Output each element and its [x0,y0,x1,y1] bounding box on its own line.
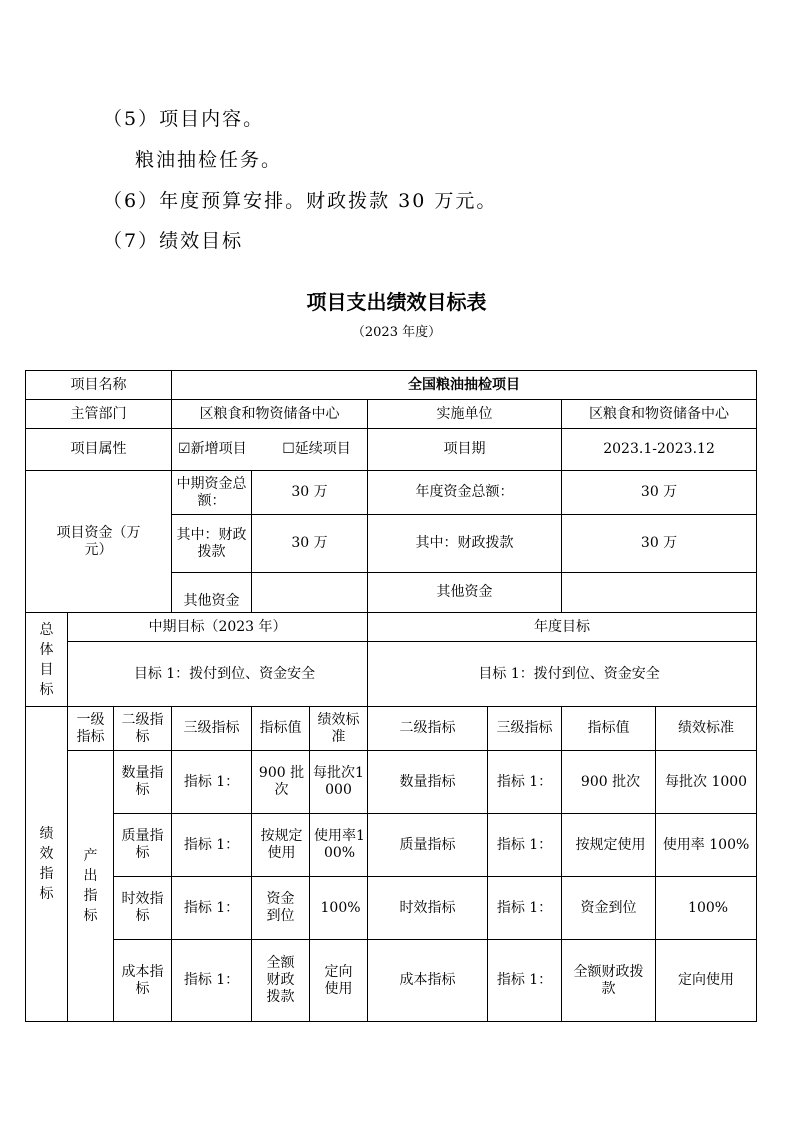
attr-new-label: 新增项目 [190,441,247,457]
row-standard-b: 定向使用 [656,940,757,1022]
table-row [26,642,757,707]
mid-other-value [252,573,368,613]
project-name-label: 项目名称 [26,371,172,400]
paragraph-annual-budget: （6）年度预算安排。财政拨款 30 万元。 [103,190,498,212]
mid-goal-header: 中期目标（2023 年） [68,613,368,642]
dept-value: 区粮食和物资储备中心 [172,400,368,429]
checkbox-new-project[interactable]: ☑ [178,441,191,457]
paragraph-project-content-body: 粮油抽检任务。 [135,149,283,171]
mid-total-label: 中期资金总额： [172,471,252,515]
row-value: 900 批次 [252,751,310,814]
row-standard-b: 使用率 100% [656,814,757,877]
row-l2: 时效指标 [114,877,172,940]
table-row [26,400,757,429]
header-value-b: 指标值 [562,707,656,751]
perf-indicator-label: 绩效指标 [26,707,68,1022]
row-standard: 每批次1000 [310,751,368,814]
row-value-b: 900 批次 [562,751,656,814]
mid-total-value: 30 万 [252,471,368,515]
row-l2-b: 成本指标 [368,940,488,1022]
table-row [26,707,757,751]
impl-label: 实施单位 [368,400,562,429]
row-standard: 100% [310,877,368,940]
row-l2-b: 质量指标 [368,814,488,877]
performance-target-table [25,370,757,1022]
row-value-b: 按规定使用 [562,814,656,877]
row-l3: 指标 1： [172,940,252,1022]
row-value-b: 全额财政拨款 [562,940,656,1022]
row-l3-b: 指标 1： [488,940,562,1022]
row-l3-b: 指标 1： [488,814,562,877]
attr-options [172,429,368,471]
attr-label: 项目属性 [26,429,172,471]
project-name-value: 全国粮油抽检项目 [172,371,757,400]
row-l2: 质量指标 [114,814,172,877]
year-other-value [562,573,757,613]
header-level1: 一级指标 [68,707,114,751]
year-total-value: 30 万 [562,471,757,515]
row-l2-b: 数量指标 [368,751,488,814]
table-row [26,429,757,471]
row-l3: 指标 1： [172,814,252,877]
dept-label: 主管部门 [26,400,172,429]
table-row [26,613,757,642]
row-l3-b: 指标 1： [488,751,562,814]
checkbox-continued-project[interactable]: ☐ [282,441,295,457]
header-level3-b: 三级指标 [488,707,562,751]
table-row [26,814,757,877]
mid-fiscal-value: 30 万 [252,515,368,573]
mid-other-label: 其他资金 [172,573,252,613]
paragraph-performance-goals: （7）绩效目标 [103,230,244,252]
row-value: 资金到位 [252,877,310,940]
header-standard: 绩效标准 [310,707,368,751]
header-standard-b: 绩效标准 [656,707,757,751]
table-row [26,940,757,1022]
row-l3-b: 指标 1： [488,877,562,940]
row-standard-b: 每批次 1000 [656,751,757,814]
row-l2: 成本指标 [114,940,172,1022]
row-l2-b: 时效指标 [368,877,488,940]
header-value: 指标值 [252,707,310,751]
row-value: 按规定使用 [252,814,310,877]
year-total-label: 年度资金总额： [368,471,562,515]
table-subtitle: （2023 年度） [351,325,442,340]
year-fiscal-value: 30 万 [562,515,757,573]
table-row [26,471,757,515]
row-l2: 数量指标 [114,751,172,814]
header-level2: 二级指标 [114,707,172,751]
year-goal-text: 目标 1：拨付到位、资金安全 [368,642,757,707]
row-value: 全额财政拨款 [252,940,310,1022]
table-row [26,877,757,940]
impl-value: 区粮食和物资储备中心 [562,400,757,429]
header-level2-b: 二级指标 [368,707,488,751]
row-value-b: 资金到位 [562,877,656,940]
row-l3: 指标 1： [172,751,252,814]
attr-cont-label: 延续项目 [294,441,351,457]
row-standard: 定向使用 [310,940,368,1022]
period-label: 项目期 [368,429,562,471]
year-other-label: 其他资金 [368,573,562,613]
mid-fiscal-label: 其中：财政拨款 [172,515,252,573]
row-l3: 指标 1： [172,877,252,940]
paragraph-project-content: （5）项目内容。 [103,108,265,130]
row-standard: 使用率100% [310,814,368,877]
table-row [26,371,757,400]
row-standard-b: 100% [656,877,757,940]
period-value: 2023.1-2023.12 [562,429,757,471]
table-row [26,751,757,814]
table-title: 项目支出绩效目标表 [306,290,487,314]
fund-label: 项目资金（万元） [26,471,172,613]
mid-goal-text: 目标 1：拨付到位、资金安全 [68,642,368,707]
overall-goal-label: 总体目标 [26,613,68,707]
output-indicator-label: 产出指标 [68,751,114,1022]
header-level3: 三级指标 [172,707,252,751]
year-fiscal-label: 其中：财政拨款 [368,515,562,573]
year-goal-header: 年度目标 [368,613,757,642]
